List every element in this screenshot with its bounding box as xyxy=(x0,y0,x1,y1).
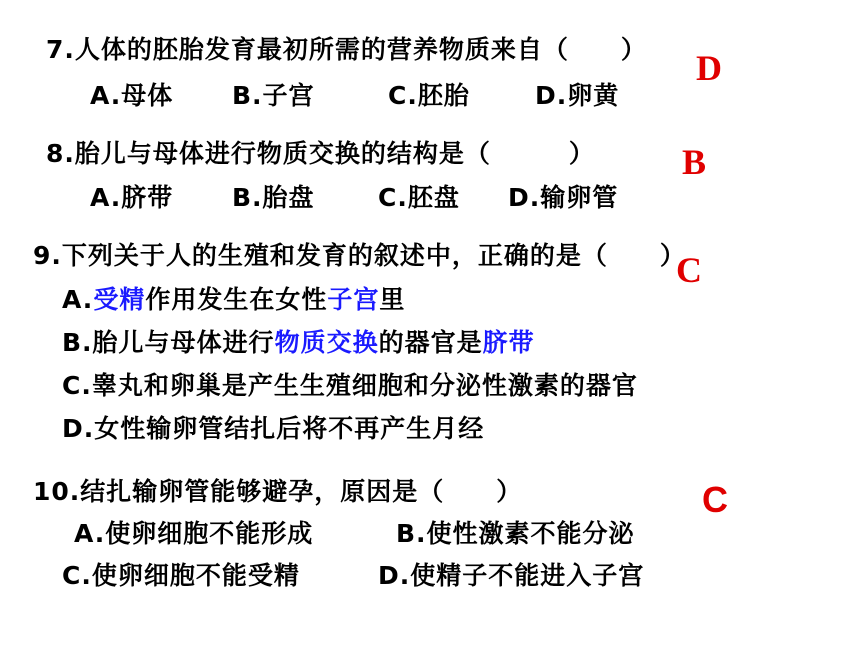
q7-option-b: B.子宫 xyxy=(232,81,315,110)
q9-option-a-highlight-fertilization: 受精 xyxy=(93,285,146,314)
q8-option-c: C.胚盘 xyxy=(378,183,460,212)
q7-option-d: D.卵黄 xyxy=(535,81,620,110)
q10-option-c: C.使卵细胞不能受精 xyxy=(62,561,300,590)
q9-option-a-text: A. xyxy=(62,285,94,314)
q9-option-a xyxy=(62,284,405,316)
q9-option-b-text: B.胎儿与母体进行 xyxy=(62,328,275,357)
q9-option-b-highlight-umbilical-cord: 脐带 xyxy=(482,328,535,357)
q8-stem: 8.胎儿与母体进行物质交换的结构是（ ） xyxy=(46,139,595,168)
q7-stem: 7.人体的胚胎发育最初所需的营养物质来自（ ） xyxy=(46,35,647,64)
q10-option-d: D.使精子不能进入子宫 xyxy=(378,561,645,590)
q9-option-a-text: 里 xyxy=(379,285,406,314)
q10-answer: C xyxy=(702,479,728,520)
q9-option-a-highlight-uterus: 子宫 xyxy=(327,285,380,314)
q9-option-d: D.女性输卵管结扎后将不再产生月经 xyxy=(62,414,485,443)
q8-answer: B xyxy=(682,142,707,182)
q10-option-b: B.使性激素不能分泌 xyxy=(396,519,635,548)
q8-option-a: A.脐带 xyxy=(90,183,174,212)
q8-option-d: D.输卵管 xyxy=(508,183,619,212)
q9-option-b-highlight-exchange: 物质交换 xyxy=(274,328,379,357)
q10-option-a: A.使卵细胞不能形成 xyxy=(74,519,314,548)
q9-option-b xyxy=(62,327,535,359)
q10-stem: 10.结扎输卵管能够避孕，原因是（ ） xyxy=(33,477,523,506)
q9-option-c: C.睾丸和卵巢是产生生殖细胞和分泌性激素的器官 xyxy=(62,371,638,400)
q9-option-b-text: 的器官是 xyxy=(378,328,483,357)
q9-stem: 9.下列关于人的生殖和发育的叙述中，正确的是（ ） xyxy=(33,241,686,270)
q9-answer: C xyxy=(676,250,702,290)
q7-option-a: A.母体 xyxy=(90,81,174,110)
q8-option-b: B.胎盘 xyxy=(232,183,315,212)
q7-answer: D xyxy=(696,48,722,88)
q9-option-a-text: 作用发生在女性 xyxy=(145,285,328,314)
q7-option-c: C.胚胎 xyxy=(388,81,470,110)
